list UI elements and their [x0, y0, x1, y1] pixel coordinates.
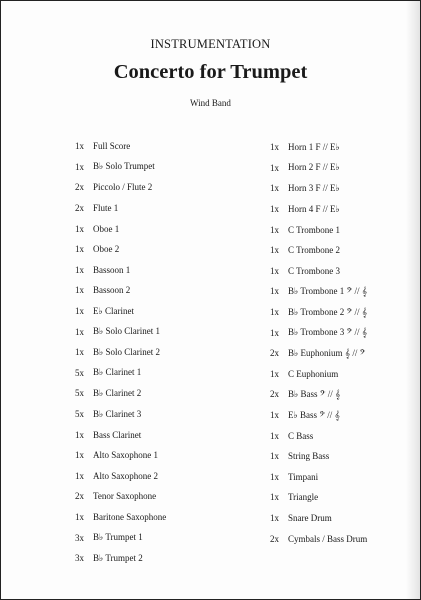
instrument-list-left — [75, 136, 166, 568]
instrument-row — [75, 466, 166, 487]
instrument-row — [270, 405, 367, 426]
instrument-name: Snare Drum — [288, 512, 332, 523]
instrument-name: B♭ Trumpet 2 — [93, 552, 143, 563]
instrument-row — [270, 158, 367, 179]
instrument-row — [270, 487, 367, 508]
instrument-name: Timpani — [288, 471, 319, 482]
instrument-row — [270, 528, 367, 549]
instrument-row — [270, 446, 367, 467]
instrument-quantity: 1x — [75, 511, 84, 522]
instrument-quantity: 1x — [270, 327, 279, 338]
instrument-row — [270, 178, 367, 199]
instrument-quantity: 5x — [75, 388, 84, 399]
instrument-name: Alto Saxophone 2 — [93, 470, 158, 481]
instrument-row — [270, 281, 367, 302]
instrument-quantity: 1x — [75, 223, 84, 234]
instrument-name: C Trombone 3 — [288, 265, 341, 276]
instrument-row — [75, 136, 166, 157]
instrument-row — [270, 384, 367, 405]
instrument-name: Horn 2 F // E♭ — [288, 162, 340, 173]
instrument-name: B♭ Euphonium 𝄞 // 𝄢 — [288, 347, 366, 358]
instrument-name: Baritone Saxophone — [93, 511, 167, 522]
instrument-row — [75, 218, 166, 239]
instrument-quantity: 2x — [270, 533, 279, 544]
instrument-row — [75, 527, 166, 548]
instrument-quantity: 1x — [270, 183, 279, 194]
instrument-quantity: 1x — [270, 142, 279, 153]
instrument-row — [270, 240, 367, 261]
instrument-row — [75, 301, 166, 322]
instrument-quantity: 1x — [75, 306, 84, 317]
instrument-name: B♭ Clarinet 1 — [93, 367, 142, 378]
instrument-quantity: 2x — [75, 182, 84, 193]
instrument-row — [270, 343, 367, 364]
instrument-list-right — [270, 137, 367, 549]
instrument-row — [270, 137, 367, 158]
instrument-row — [75, 383, 166, 404]
instrument-quantity: 2x — [75, 491, 84, 502]
instrument-quantity: 1x — [270, 451, 279, 462]
instrument-quantity: 1x — [270, 224, 279, 235]
instrument-quantity: 1x — [75, 450, 84, 461]
instrument-name: E♭ Bass 𝄢 // 𝄞 — [288, 409, 340, 420]
instrument-name: B♭ Trombone 1 𝄢 // 𝄞 — [288, 285, 368, 296]
instrument-row — [75, 548, 166, 569]
instrument-quantity: 3x — [75, 553, 84, 564]
instrument-row — [270, 322, 367, 343]
instrument-row — [270, 261, 367, 282]
instrument-name: C Bass — [288, 430, 314, 441]
instrument-quantity: 3x — [75, 532, 84, 543]
instrument-quantity: 2x — [270, 348, 279, 359]
instrument-row — [75, 507, 166, 528]
instrument-name: Flute 1 — [93, 203, 119, 214]
instrument-name: B♭ Trombone 3 𝄢 // 𝄞 — [288, 327, 368, 338]
instrument-quantity: 1x — [75, 244, 84, 255]
instrument-name: Oboe 2 — [93, 244, 120, 255]
instrument-name: Triangle — [288, 492, 319, 503]
instrument-quantity: 1x — [75, 285, 84, 296]
instrument-row — [75, 321, 166, 342]
instrument-name: B♭ Solo Trumpet — [93, 161, 155, 172]
instrument-row — [270, 219, 367, 240]
instrument-row — [75, 424, 166, 445]
piece-title: Concerto for Trumpet — [113, 61, 308, 83]
instrument-name: C Trombone 2 — [288, 245, 341, 256]
instrument-row — [75, 342, 166, 363]
instrument-name: Horn 4 F // E♭ — [288, 203, 340, 214]
instrument-name: Horn 1 F // E♭ — [288, 141, 340, 152]
instrument-row — [270, 467, 367, 488]
instrument-quantity: 1x — [270, 245, 279, 256]
page-heading: INSTRUMENTATION — [150, 37, 271, 51]
instrument-name: E♭ Clarinet — [93, 305, 134, 316]
instrument-row — [270, 364, 367, 385]
instrument-row — [270, 199, 367, 220]
instrument-row — [75, 157, 166, 178]
instrument-row — [75, 363, 166, 384]
page-edge-shadow — [406, 1, 420, 599]
instrument-name: B♭ Trumpet 1 — [93, 532, 143, 543]
instrument-name: Bassoon 1 — [93, 264, 131, 275]
instrument-quantity: 5x — [75, 409, 84, 420]
instrument-row — [75, 404, 166, 425]
instrument-name: C Trombone 1 — [288, 224, 341, 235]
instrument-name: Piccolo / Flute 2 — [93, 182, 153, 193]
instrument-quantity: 1x — [75, 429, 84, 440]
instrument-row — [75, 239, 166, 260]
instrument-name: B♭ Solo Clarinet 1 — [93, 326, 160, 337]
instrument-name: Cymbals / Bass Drum — [288, 533, 368, 544]
instrument-name: C Euphonium — [288, 368, 339, 379]
instrument-quantity: 1x — [270, 512, 279, 523]
instrument-quantity: 1x — [270, 307, 279, 318]
instrument-quantity: 1x — [270, 162, 279, 173]
instrument-name: Horn 3 F // E♭ — [288, 182, 340, 193]
instrument-quantity: 1x — [270, 410, 279, 421]
instrument-quantity: 2x — [270, 389, 279, 400]
instrument-quantity: 1x — [75, 141, 84, 152]
instrument-name: B♭ Trombone 2 𝄢 // 𝄞 — [288, 306, 368, 317]
instrument-quantity: 1x — [270, 492, 279, 503]
instrument-row — [270, 508, 367, 529]
instrument-name: Full Score — [93, 141, 131, 152]
instrument-quantity: 1x — [270, 265, 279, 276]
instrument-quantity: 1x — [75, 161, 84, 172]
instrument-name: Bassoon 2 — [93, 285, 131, 296]
instrument-quantity: 1x — [270, 430, 279, 441]
instrument-quantity: 1x — [75, 470, 84, 481]
instrument-name: B♭ Bass 𝄢 // 𝄞 — [288, 388, 341, 399]
instrument-quantity: 1x — [270, 471, 279, 482]
instrument-row — [75, 198, 166, 219]
instrument-quantity: 1x — [270, 204, 279, 215]
instrument-quantity: 1x — [75, 264, 84, 275]
instrument-row — [75, 260, 166, 281]
instrument-quantity: 2x — [75, 203, 84, 214]
instrument-name: Oboe 1 — [93, 223, 120, 234]
instrument-row — [270, 302, 367, 323]
instrument-name: Alto Saxophone 1 — [93, 450, 158, 461]
instrument-name: B♭ Clarinet 2 — [93, 387, 142, 398]
instrument-name: B♭ Clarinet 3 — [93, 408, 142, 419]
instrument-quantity: 1x — [270, 368, 279, 379]
instrument-quantity: 5x — [75, 367, 84, 378]
instrument-name: Bass Clarinet — [93, 429, 142, 440]
instrument-name: String Bass — [288, 451, 330, 462]
instrument-row — [75, 280, 166, 301]
instrument-name: Tenor Saxophone — [93, 491, 157, 502]
instrument-quantity: 1x — [75, 347, 84, 358]
ensemble-subtitle: Wind Band — [190, 98, 231, 108]
instrument-quantity: 1x — [75, 326, 84, 337]
instrument-quantity: 1x — [270, 286, 279, 297]
instrument-row — [75, 445, 166, 466]
instrument-name: B♭ Solo Clarinet 2 — [93, 346, 160, 357]
instrument-row — [75, 486, 166, 507]
instrument-row — [270, 425, 367, 446]
instrument-row — [75, 177, 166, 198]
